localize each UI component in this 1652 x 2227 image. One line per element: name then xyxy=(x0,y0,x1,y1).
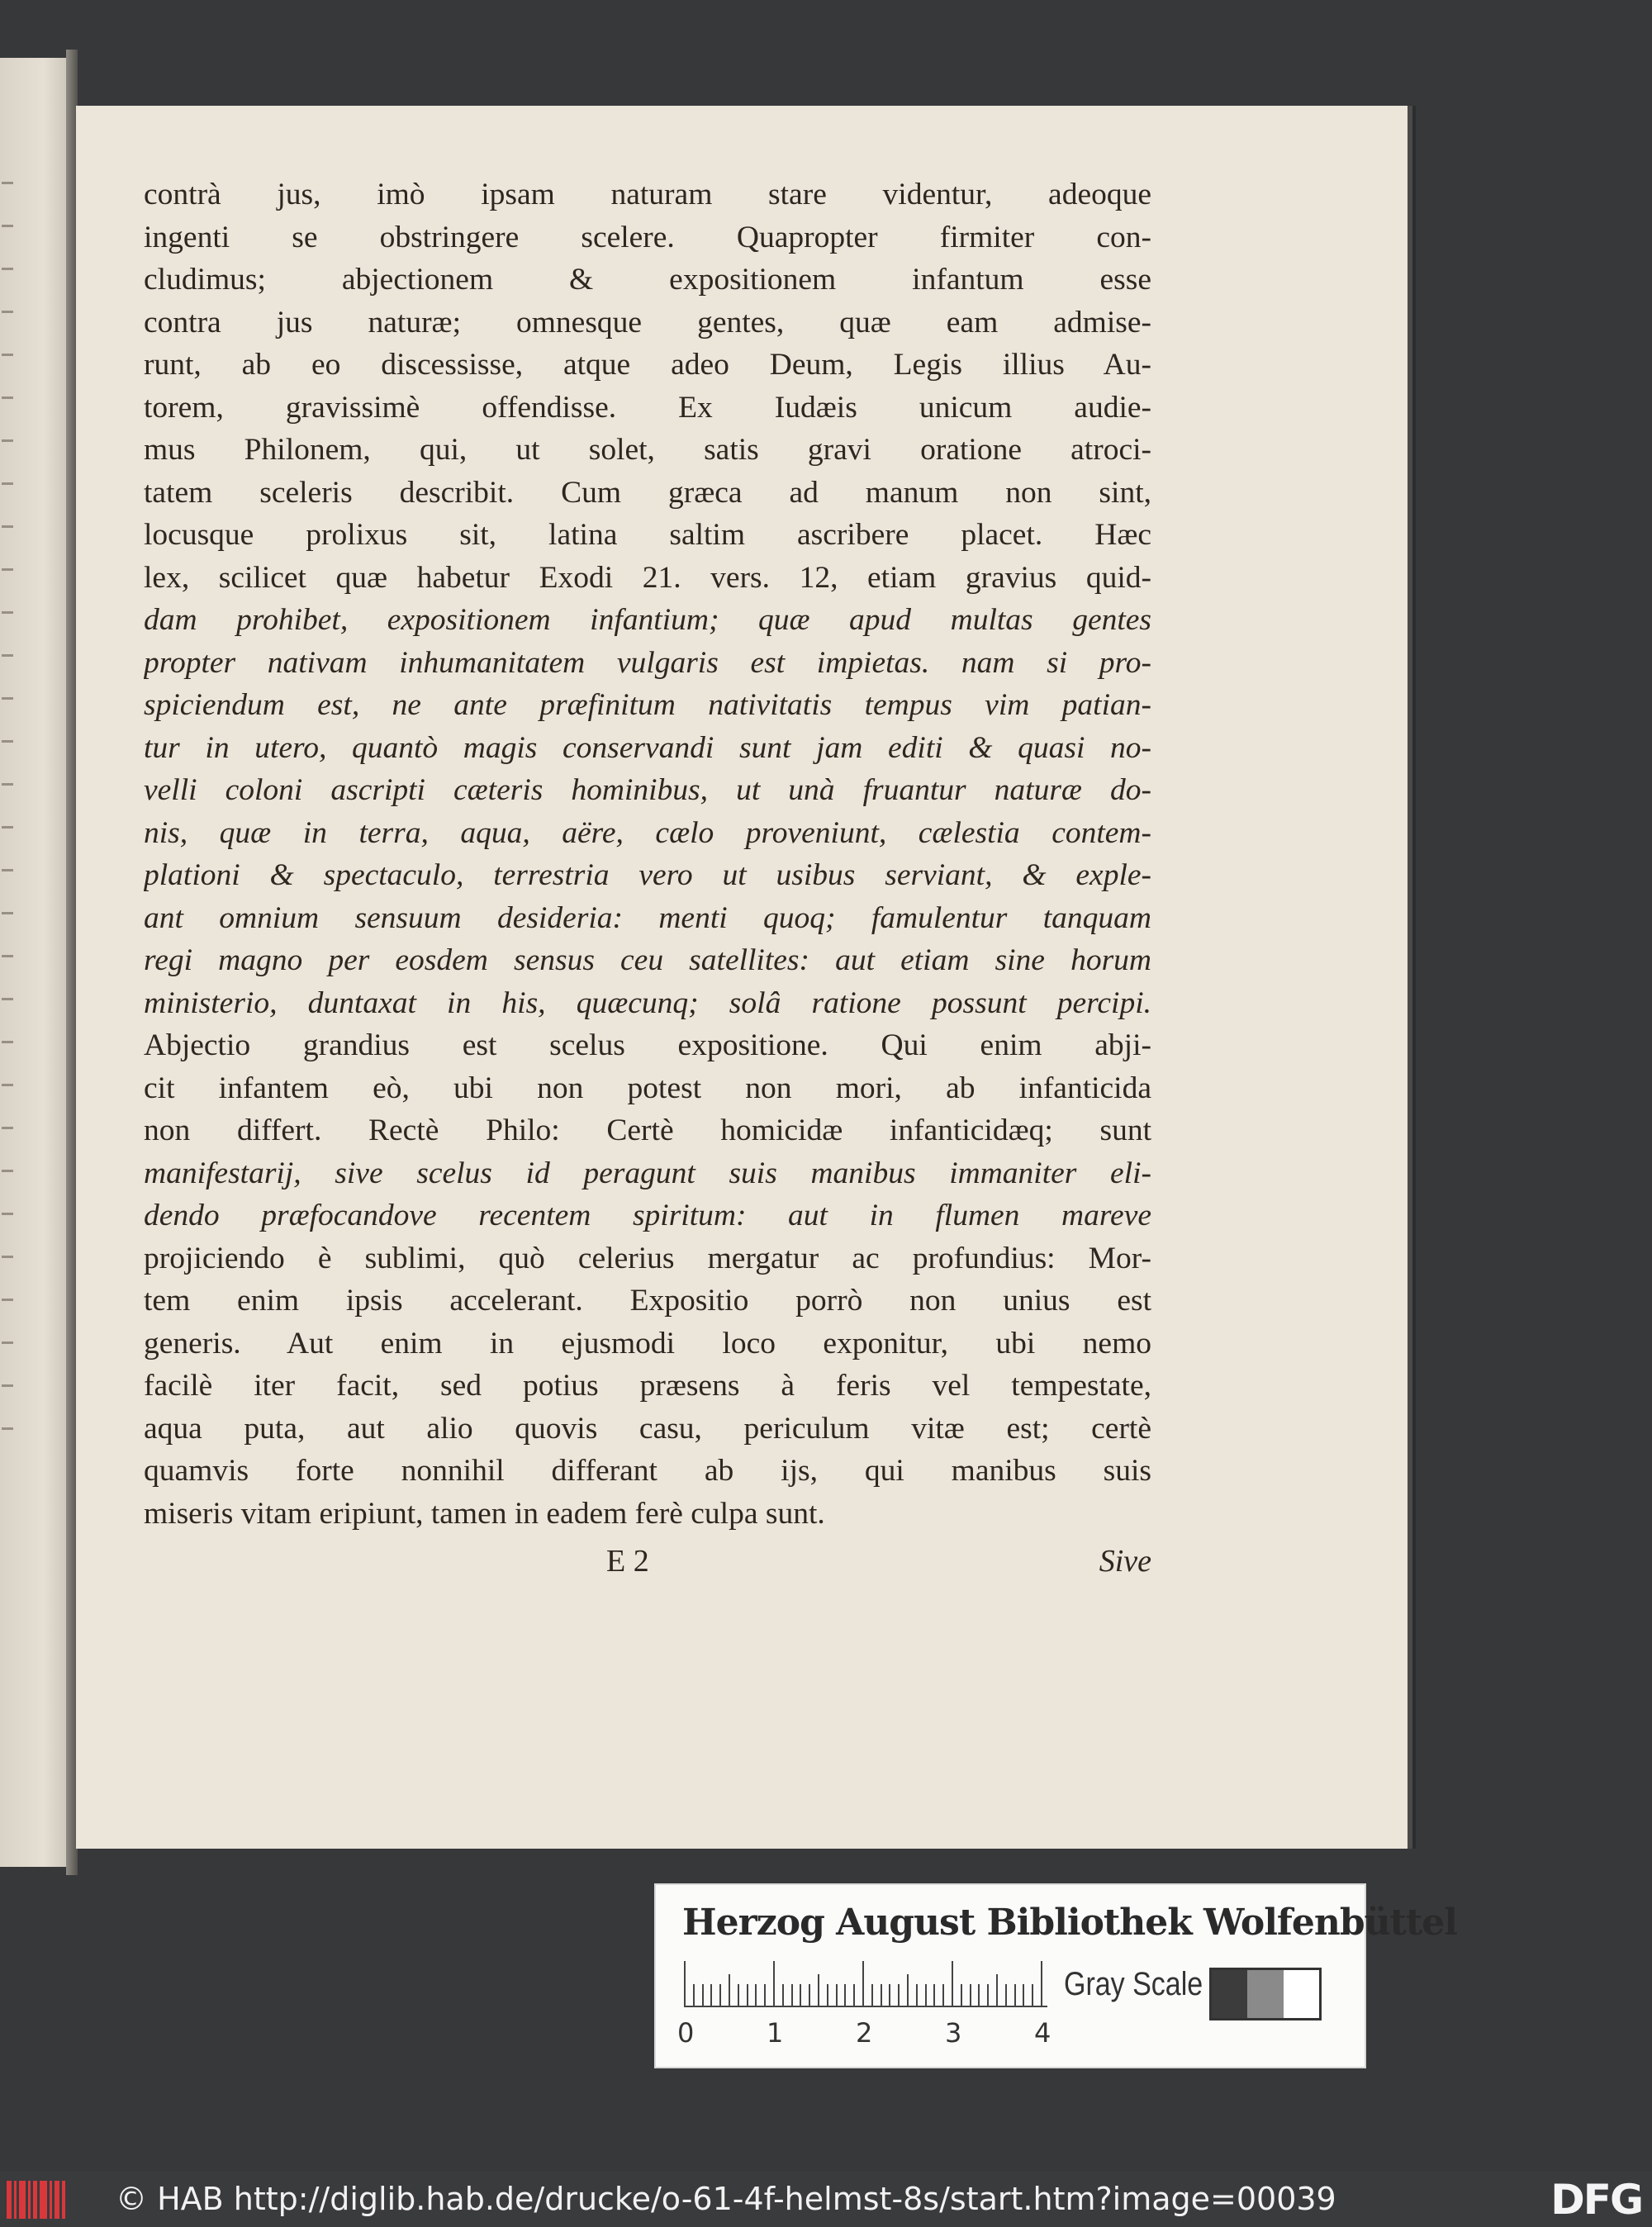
ruler-tick xyxy=(747,1984,748,2007)
previous-page-mark xyxy=(2,912,13,914)
text-line: tem enim ipsis accelerant. Expositio porrò non unius est xyxy=(144,1284,1151,1318)
previous-page-mark xyxy=(2,311,13,313)
text-line: contra jus naturæ; omnesque gentes, quæ eam admise- xyxy=(144,305,1151,340)
text-line: contrà jus, imò ipsam naturam stare videntur, adeoque xyxy=(144,178,1151,211)
previous-page-mark xyxy=(2,1170,13,1172)
grayscale-patch xyxy=(1284,1970,1319,2018)
catchword: Sive xyxy=(1099,1544,1151,1579)
previous-page-mark xyxy=(2,1299,13,1301)
previous-page-mark xyxy=(2,869,13,871)
text-line: ant omnium sensuum desideria: menti quoq; famulentur tanquam xyxy=(144,900,1151,935)
ruler-tick xyxy=(987,1984,989,2007)
previous-page-mark xyxy=(2,1041,13,1043)
text-line: regi magno per eosdem sensus ceu satellites: aut etiam sine horum xyxy=(144,943,1151,977)
ruler-tick xyxy=(809,1984,810,2007)
previous-page-mark xyxy=(2,396,13,399)
ruler-tick xyxy=(871,1984,873,2007)
text-line: Abjectio grandius est scelus expositione. Qui enim abji- xyxy=(144,1028,1151,1062)
text-line: cludimus; abjectionem & expositionem infantum esse xyxy=(144,263,1151,297)
text-line: mus Philonem, qui, ut solet, satis gravi oratione atroci- xyxy=(144,433,1151,467)
previous-page-mark xyxy=(2,654,13,657)
ruler-tick xyxy=(907,1974,909,2007)
previous-page-mark xyxy=(2,697,13,700)
text-line: miseris vitam eripiunt, tamen in eadem ferè culpa sunt. xyxy=(144,1496,825,1531)
text-line: ingenti se obstringere scelere. Quapropter firmiter con- xyxy=(144,220,1151,254)
text-line: dendo præfocandove recentem spiritum: aut in flumen mareve xyxy=(144,1199,1151,1232)
text-line: generis. Aut enim in ejusmodi loco exponitur, ubi nemo xyxy=(144,1326,1151,1360)
ruler-tick xyxy=(773,1961,775,2007)
text-line: lex, scilicet quæ habetur Exodi 21. vers. 12, etiam gravius quid- xyxy=(144,560,1151,595)
previous-page-mark xyxy=(2,525,13,528)
previous-page-mark xyxy=(2,1341,13,1344)
ruler-tick xyxy=(881,1984,882,2007)
page-footer xyxy=(144,1543,1151,1586)
ruler-tick xyxy=(952,1961,953,2007)
previous-page-mark xyxy=(2,439,13,442)
text-line: ministerio, duntaxat in his, quæcunq; solâ ratione possunt percipi. xyxy=(144,985,1151,1020)
signature-mark: E 2 xyxy=(606,1544,649,1579)
book-page xyxy=(76,106,1408,1849)
text-line: manifestarij, sive scelus id peragunt suis manibus immaniter eli- xyxy=(144,1156,1151,1190)
text-line: torem, gravissimè offendisse. Ex Iudæis unicum audie- xyxy=(144,390,1151,425)
ruler-tick xyxy=(800,1984,801,2007)
ruler-tick xyxy=(836,1984,838,2007)
previous-page-mark xyxy=(2,955,13,957)
previous-page-mark xyxy=(2,482,13,485)
text-line: nis, quæ in terra, aqua, aëre, cælo proveniunt, cælestia contem- xyxy=(144,815,1151,850)
text-line: plationi & spectaculo, terrestria vero ut usibus serviant, & exple- xyxy=(144,858,1151,892)
text-line: velli coloni ascripti cæteris hominibus, ut unà fruantur naturæ do- xyxy=(144,773,1151,807)
previous-page-mark xyxy=(2,998,13,1000)
page-text xyxy=(144,173,1151,1535)
barcode-bar xyxy=(62,2181,65,2219)
credit-url-text[interactable]: © HAB http://diglib.hab.de/drucke/o-61-4f-helmst-8s/start.htm?image=00039 xyxy=(116,2181,1336,2217)
text-line: locusque prolixus sit, latina saltim ascribere placet. Hæc xyxy=(144,518,1151,552)
barcode-bar xyxy=(50,2181,52,2219)
grayscale-swatch xyxy=(1209,1968,1322,2020)
barcode-bar xyxy=(40,2181,47,2219)
ruler-tick xyxy=(684,1961,686,2007)
text-line: propter nativam inhumanitatem vulgaris est impietas. nam si pro- xyxy=(144,645,1151,680)
ruler-number: 3 xyxy=(945,2017,962,2049)
ruler-tick xyxy=(818,1974,819,2007)
text-line: spiciendum est, ne ante præfinitum nativitatis tempus vim patian- xyxy=(144,688,1151,722)
previous-page-mark xyxy=(2,1256,13,1258)
previous-page-mark xyxy=(2,1384,13,1387)
dfg-logo: DFG xyxy=(1550,2176,1642,2224)
previous-page-mark xyxy=(2,354,13,356)
ruler-tick xyxy=(791,1984,793,2007)
text-line: facilè iter facit, sed potius præsens à feris vel tempestate, xyxy=(144,1369,1151,1403)
ruler-tick xyxy=(970,1984,971,2007)
ruler-tick xyxy=(853,1984,855,2007)
ruler-tick xyxy=(693,1984,695,2007)
barcode-bar xyxy=(55,2181,59,2219)
text-line: tur in utero, quantò magis conservandi sunt jam editi & quasi no- xyxy=(144,730,1151,765)
ruler-tick xyxy=(719,1984,721,2007)
ruler-number: 0 xyxy=(677,2017,695,2049)
grayscale-patch xyxy=(1247,1970,1283,2018)
barcode-bar xyxy=(33,2181,37,2219)
ruler-tick xyxy=(1005,1984,1007,2007)
ruler-tick xyxy=(844,1984,846,2007)
ruler-tick xyxy=(1014,1984,1016,2007)
ruler-tick xyxy=(961,1984,962,2007)
text-line: tatem sceleris describit. Cum græca ad manum non sint, xyxy=(144,475,1151,510)
ruler-tick xyxy=(1032,1984,1033,2007)
ruler-tick xyxy=(933,1984,935,2007)
barcode-bar xyxy=(19,2181,26,2219)
previous-page-edge xyxy=(0,58,73,1867)
ruler-tick xyxy=(1041,1961,1042,2007)
ruler-tick xyxy=(764,1984,766,2007)
scale-ruler xyxy=(684,1961,1047,2007)
barcode-bar xyxy=(7,2181,12,2219)
barcode-icon xyxy=(7,2181,68,2219)
barcode-bar xyxy=(14,2181,17,2219)
previous-page-mark xyxy=(2,1427,13,1430)
previous-page-mark xyxy=(2,225,13,227)
previous-page-mark xyxy=(2,740,13,743)
library-label-card xyxy=(654,1883,1457,2068)
ruler-tick xyxy=(942,1984,944,2007)
previous-page-mark xyxy=(2,611,13,614)
text-line: runt, ab eo discessisse, atque adeo Deum, Legis illius Au- xyxy=(144,348,1151,382)
ruler-tick xyxy=(782,1984,784,2007)
previous-page-mark xyxy=(2,1127,13,1129)
barcode-bar xyxy=(28,2181,31,2219)
text-line: cit infantem eò, ubi non potest non mori, ab infanticida xyxy=(144,1071,1151,1105)
text-line: dam prohibet, expositionem infantium; quæ apud multas gentes xyxy=(144,603,1151,637)
ruler-tick xyxy=(916,1984,918,2007)
ruler-tick xyxy=(862,1961,864,2007)
text-line: non differt. Rectè Philo: Certè homicidæ infanticidæq; sunt xyxy=(144,1114,1151,1147)
ruler-tick xyxy=(702,1984,704,2007)
text-line: aqua puta, aut alio quovis casu, periculum vitæ est; certè xyxy=(144,1411,1151,1446)
previous-page-mark xyxy=(2,568,13,571)
ruler-tick xyxy=(710,1984,712,2007)
previous-page-mark xyxy=(2,268,13,270)
previous-page-mark xyxy=(2,783,13,786)
ruler-tick xyxy=(925,1984,927,2007)
ruler-tick xyxy=(898,1984,900,2007)
previous-page-mark xyxy=(2,1213,13,1215)
credit-bar xyxy=(0,2171,1652,2227)
ruler-tick xyxy=(729,1974,730,2007)
grayscale-label: Gray Scale xyxy=(1064,1966,1203,2002)
text-line: projiciendo è sublimi, quò celerius mergatur ac profundius: Mor- xyxy=(144,1241,1151,1275)
previous-page-mark xyxy=(2,826,13,829)
previous-page-mark xyxy=(2,182,13,184)
ruler-tick xyxy=(738,1984,739,2007)
ruler-tick xyxy=(755,1984,757,2007)
library-name: Herzog August Bibliothek Wolfenbüttel xyxy=(682,1902,1457,1944)
ruler-number: 4 xyxy=(1034,2017,1051,2049)
ruler-number: 1 xyxy=(767,2017,784,2049)
ruler-tick xyxy=(996,1974,998,2007)
ruler-tick xyxy=(1023,1984,1024,2007)
ruler-number: 2 xyxy=(856,2017,873,2049)
ruler-tick xyxy=(827,1984,828,2007)
grayscale-patch xyxy=(1212,1970,1247,2018)
ruler-tick xyxy=(978,1984,980,2007)
previous-page-mark xyxy=(2,1084,13,1086)
ruler-tick xyxy=(889,1984,890,2007)
text-line: quamvis forte nonnihil differant ab ijs, qui manibus suis xyxy=(144,1454,1151,1488)
